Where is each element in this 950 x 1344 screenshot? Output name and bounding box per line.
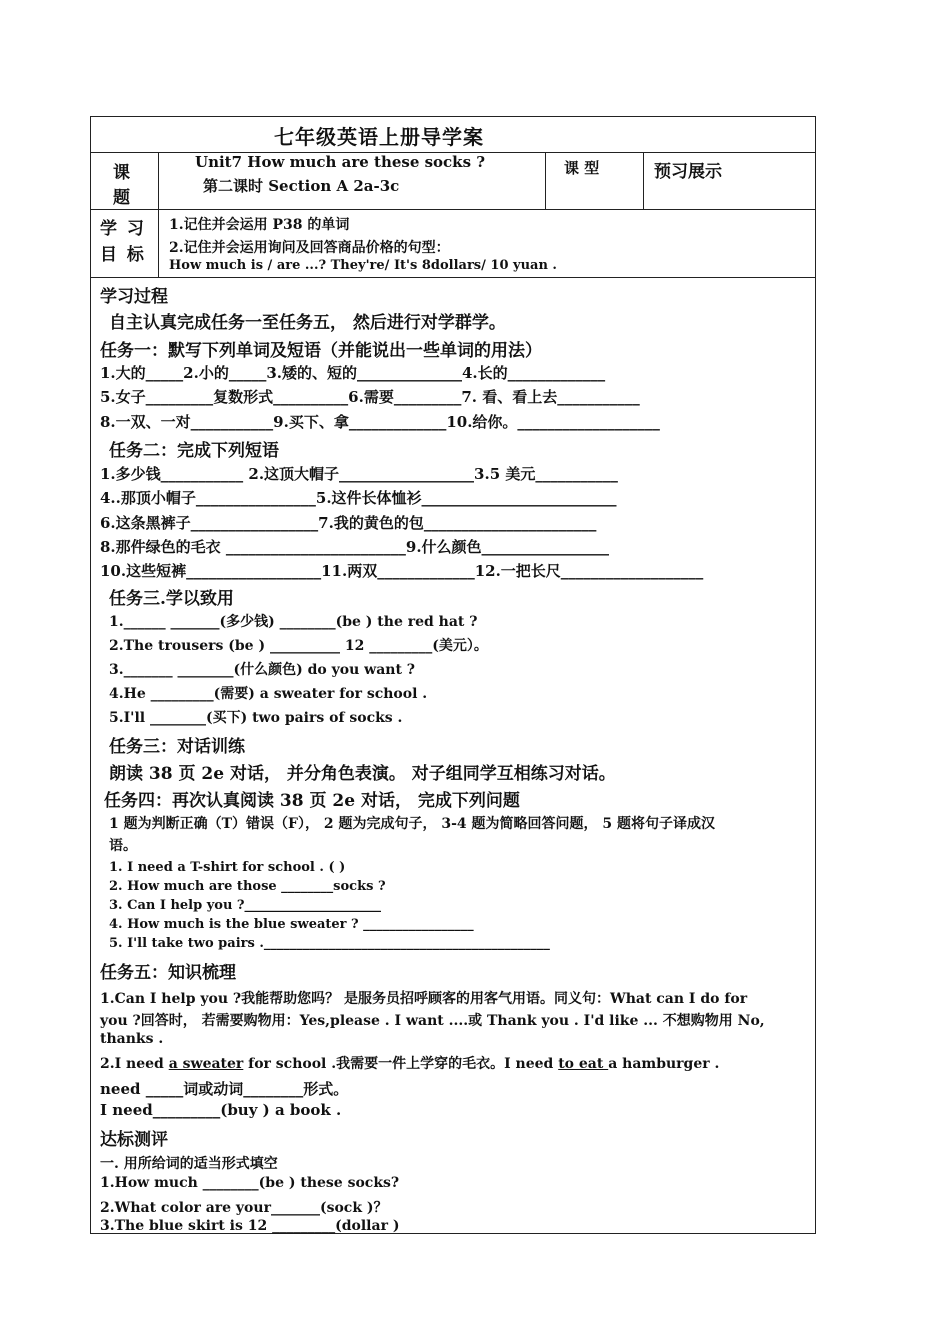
task3-line: 4.He _________(需要) a sweater for school . bbox=[109, 686, 428, 702]
test-heading: 达标测评 bbox=[100, 1130, 168, 1150]
para2-text: 2.I need bbox=[100, 1056, 169, 1072]
test-line: 3.The blue skirt is 12 _________(dollar ) bbox=[100, 1218, 400, 1234]
para2-underlined: to eat bbox=[558, 1056, 609, 1072]
topic-label-cell bbox=[91, 153, 159, 209]
topic-line-1: Unit7 How much are these socks ? bbox=[195, 153, 486, 171]
task5-para1: thanks . bbox=[100, 1031, 164, 1047]
task1-line: 8.一双、一对___________9.买下、拿_____________10.给你。___________________ bbox=[100, 413, 660, 431]
task1-line: 1.大的_____2.小的_____3.矮的、短的______________4.长的_____________ bbox=[100, 364, 606, 382]
task2-line: 6.这条黑裤子_________________7.我的黄色的包_______________________ bbox=[100, 514, 597, 532]
para2-text: a hamburger . bbox=[608, 1056, 720, 1072]
goals-label-cell bbox=[91, 210, 159, 277]
task1-title: 任务一：默写下列单词及短语（并能说出一些单词的用法） bbox=[100, 341, 542, 361]
type-label: 课 型 bbox=[564, 159, 600, 177]
task5-para2 bbox=[100, 1053, 719, 1073]
process-section bbox=[91, 278, 815, 1233]
task5-para4: I need_________(buy ) a book . bbox=[100, 1101, 342, 1119]
type-label-cell bbox=[546, 153, 644, 209]
topic-value-cell bbox=[159, 153, 546, 209]
task3b-title: 任务三：对话训练 bbox=[109, 737, 245, 757]
goal-item: 2.记住并会运用询问及回答商品价格的句型： bbox=[169, 240, 450, 256]
task2-line: 10.这些短裤__________________11.两双_____________12.一把长尺___________________ bbox=[100, 562, 704, 580]
task2-line: 8.那件绿色的毛衣 ________________________9.什么颜色_________________ bbox=[100, 538, 610, 556]
task4-line: 5. I'll take two pairs .____________________________________________ bbox=[109, 936, 550, 951]
test-line: 2.What color are your_______(sock )？ bbox=[100, 1200, 388, 1216]
task2-line: 4..那顶小帽子________________5.这件长体恤衫__________________________ bbox=[100, 489, 617, 507]
goals-label-1: 学 习 bbox=[100, 219, 146, 239]
task3-line: 2.The trousers (be ) __________ 12 _________(美元）。 bbox=[109, 638, 488, 654]
task4-line: 2. How much are those ________socks ? bbox=[109, 879, 386, 894]
task1-line: 5.女子_________复数形式__________6.需要_________7. 看、看上去___________ bbox=[100, 388, 640, 406]
para2-underlined: a sweater bbox=[168, 1056, 244, 1072]
task4-instructions: 1 题为判断正确（T）错误（F）， 2 题为完成句子， 3-4 题为简略回答问题， 5 题将句子译成汉 bbox=[109, 816, 715, 832]
task4-instructions-cont: 语。 bbox=[109, 838, 137, 854]
task3b-text: 朗读 38 页 2e 对话， 并分角色表演。 对子组同学互相练习对话。 bbox=[109, 764, 616, 784]
topic-label-1: 课 bbox=[113, 163, 130, 183]
type-value: 预习展示 bbox=[654, 162, 722, 182]
task3-line: 5.I'll ________(买下) two pairs of socks . bbox=[109, 710, 403, 726]
task5-para1: you ?回答时， 若需要购物用：Yes,please . I want ....或 Thank you . I'd like ... 不想购物用 No, bbox=[100, 1013, 765, 1029]
task4-title: 任务四：再次认真阅读 38 页 2e 对话， 完成下列问题 bbox=[104, 791, 520, 811]
goals-content-cell bbox=[159, 210, 815, 277]
task4-line: 1. I need a T-shirt for school . ( ) bbox=[109, 860, 346, 875]
para2-text: for school .我需要一件上学穿的毛衣。I need bbox=[243, 1056, 559, 1072]
task3-line: 1.______ _______(多少钱) ________(be ) the red hat ? bbox=[109, 614, 478, 630]
process-heading: 学习过程 bbox=[100, 287, 168, 307]
task3-title: 任务三.学以致用 bbox=[109, 589, 234, 609]
task4-line: 4. How much is the blue sweater ? _________________ bbox=[109, 917, 474, 932]
topic-line-2: 第二课时 Section A 2a-3c bbox=[203, 177, 400, 195]
goal-item: 1.记住并会运用 P38 的单词 bbox=[169, 217, 350, 233]
task5-para3: need _____词或动词________形式。 bbox=[100, 1080, 349, 1098]
topic-label-2: 题 bbox=[113, 188, 130, 208]
test-section1: 一. 用所给词的适当形式填空 bbox=[100, 1156, 278, 1172]
topic-row bbox=[91, 153, 815, 210]
goals-label-2: 目 标 bbox=[100, 245, 146, 265]
worksheet bbox=[90, 116, 816, 1234]
type-value-cell bbox=[644, 153, 815, 209]
page-title: 七年级英语上册导学案 bbox=[274, 125, 484, 149]
task2-title: 任务二：完成下列短语 bbox=[109, 441, 279, 461]
task5-title: 任务五：知识梳理 bbox=[100, 963, 236, 983]
task5-para1: 1.Can I help you ?我能帮助您吗？ 是服务员招呼顾客的用客气用语。同义句：What can I do for bbox=[100, 991, 748, 1007]
test-line: 1.How much ________(be ) these socks? bbox=[100, 1175, 400, 1191]
task2-line: 1.多少钱___________ 2.这顶大帽子__________________3.5 美元___________ bbox=[100, 465, 618, 483]
process-intro: 自主认真完成任务一至任务五， 然后进行对学群学。 bbox=[109, 313, 506, 333]
goals-row bbox=[91, 210, 815, 278]
goal-item: How much is / are ...? They're/ It's 8dollars/ 10 yuan . bbox=[169, 258, 557, 273]
title-row bbox=[91, 117, 815, 153]
task4-line: 3. Can I help you ?_____________________ bbox=[109, 898, 382, 913]
task3-line: 3._______ ________(什么颜色) do you want ? bbox=[109, 662, 415, 678]
